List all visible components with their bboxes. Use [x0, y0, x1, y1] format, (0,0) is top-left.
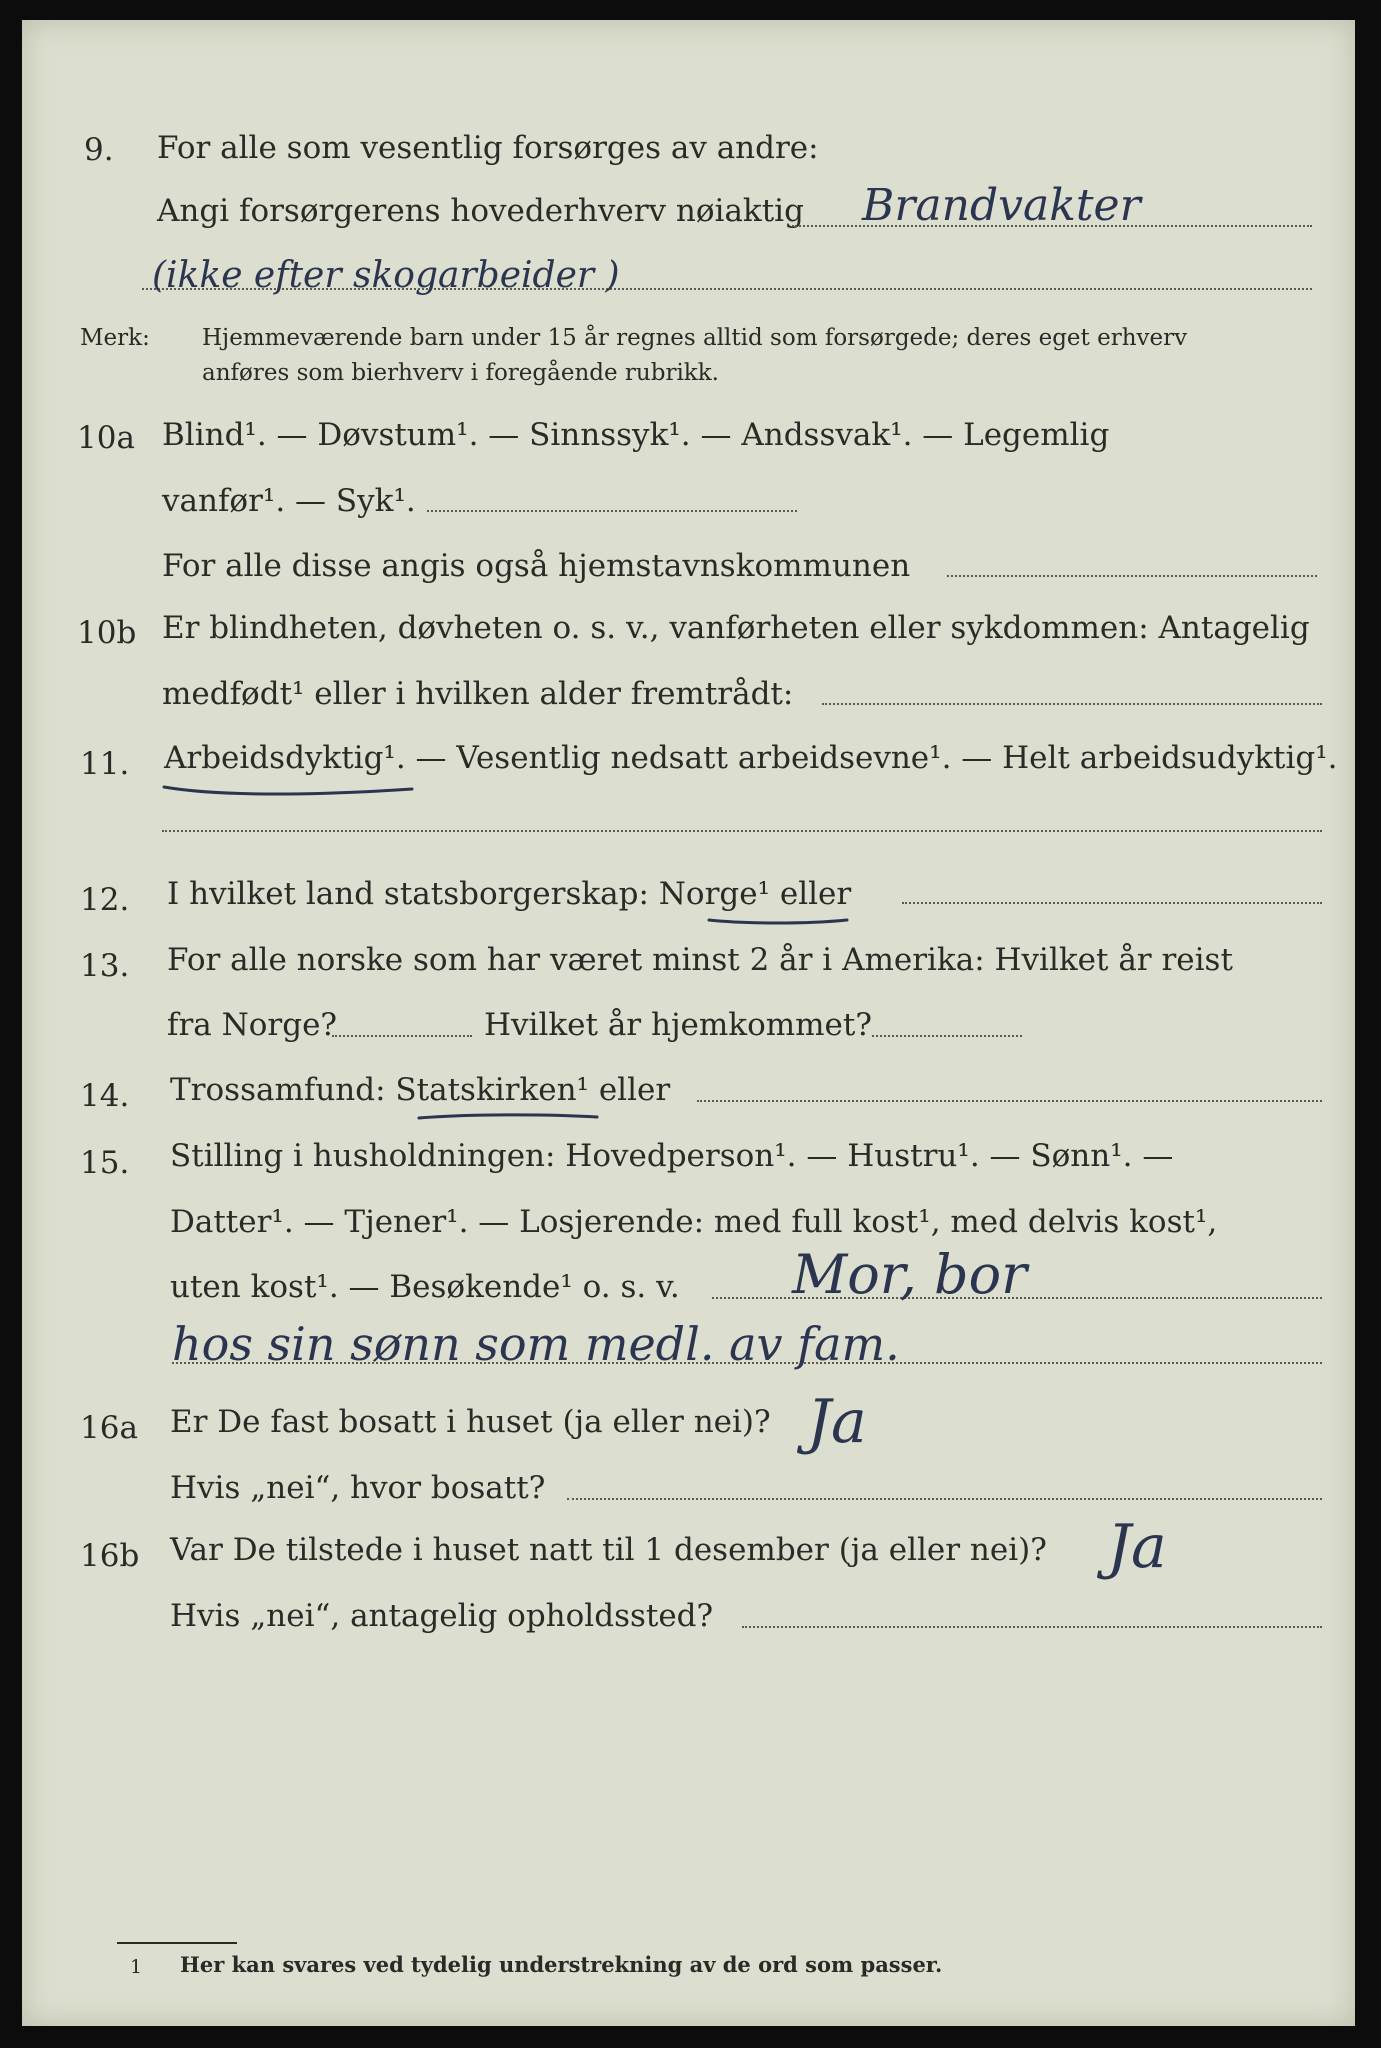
question-16b-number: 16b — [80, 1538, 140, 1574]
question-11-number: 11. — [80, 746, 130, 782]
merk-label: Merk: — [80, 325, 150, 351]
question-10a-line1: Blind¹. — Døvstum¹. — Sinnssyk¹. — Andssvak¹. — Legemlig — [162, 417, 1110, 453]
answer-line — [822, 703, 1322, 705]
svg-text:Ja: Ja — [807, 1387, 867, 1457]
question-15-line1: Stilling i husholdningen: Hovedperson¹. — Hustru¹. — Sønn¹. — — [170, 1138, 1174, 1174]
question-11-text: Arbeidsdyktig¹. — Vesentlig nedsatt arbeidsevne¹. — Helt arbeidsudyktig¹. — [164, 740, 1338, 776]
question-10b-number: 10b — [77, 615, 137, 651]
handwritten-answer-15a — [792, 1235, 1292, 1315]
answer-line — [947, 575, 1317, 577]
question-12-text: I hvilket land statsborgerskap: Norge¹ eller — [167, 876, 852, 912]
answer-line — [902, 902, 1322, 904]
answer-line — [427, 510, 797, 512]
footnote-rule — [117, 1942, 237, 1944]
question-14-number: 14. — [80, 1078, 130, 1114]
question-12-number: 12. — [80, 882, 130, 918]
question-10b-line2: medfødt¹ eller i hvilken alder fremtrådt: — [162, 676, 794, 712]
question-9-number: 9. — [84, 132, 114, 168]
question-13-line1: For alle norske som har været minst 2 år i Amerika: Hvilket år reist — [167, 942, 1233, 978]
answer-line — [697, 1100, 1322, 1102]
svg-text:hos sin sønn som medl. av fam.: hos sin sønn som medl. av fam. — [172, 1317, 900, 1371]
underline-mark — [162, 775, 422, 805]
question-13-number: 13. — [80, 948, 130, 984]
answer-line — [742, 1626, 1322, 1628]
svg-text:Ja: Ja — [1107, 1512, 1167, 1582]
handwritten-answer-9b — [152, 245, 912, 305]
question-16b-line2: Hvis „nei“, antagelig opholdssted? — [170, 1598, 714, 1634]
question-14-text: Trossamfund: Statskirken¹ eller — [170, 1072, 671, 1108]
question-13-line2b: Hvilket år hjemkommet? — [484, 1007, 872, 1043]
question-9-text: For alle som vesentlig forsørges av andre: — [157, 130, 819, 166]
question-13-line2a: fra Norge? — [167, 1007, 338, 1043]
answer-line — [872, 1035, 1022, 1037]
underline-mark — [707, 912, 857, 932]
merk-line2: anføres som bierhverv i foregående rubrikk. — [202, 360, 719, 386]
answer-line — [162, 830, 1322, 832]
question-16a-line1: Er De fast bosatt i huset (ja eller nei)? — [170, 1404, 771, 1440]
handwritten-answer-16a — [807, 1370, 967, 1500]
question-15-line2: Datter¹. — Tjener¹. — Losjerende: med full kost¹, med delvis kost¹, — [170, 1204, 1218, 1240]
question-16a-line2: Hvis „nei“, hvor bosatt? — [170, 1470, 546, 1506]
census-form-page — [22, 20, 1355, 2026]
question-15-line3: uten kost¹. — Besøkende¹ o. s. v. — [170, 1269, 680, 1305]
footnote-mark: 1 — [130, 1956, 143, 1978]
question-10b-line1: Er blindheten, døvheten o. s. v., vanførheten eller sykdommen: Antagelig — [162, 610, 1310, 646]
handwritten-answer-15b — [172, 1305, 1322, 1385]
svg-text:Brandvakter: Brandvakter — [862, 180, 1141, 231]
question-10a-line3: For alle disse angis også hjemstavnskommunen — [162, 548, 911, 584]
merk-line1: Hjemmeværende barn under 15 år regnes alltid som forsørgede; deres eget erhverv — [202, 325, 1188, 351]
underline-mark — [417, 1108, 607, 1128]
question-9-line2: Angi forsørgerens hovederhverv nøiaktig — [157, 193, 804, 229]
svg-text:(ikke efter skogarbeider ): (ikke efter skogarbeider ) — [152, 255, 620, 296]
footnote-text: Her kan svares ved tydelig understrekning av de ord som passer. — [180, 1952, 943, 1977]
question-16a-number: 16a — [80, 1410, 138, 1446]
question-10a-line2: vanfør¹. — Syk¹. — [162, 483, 416, 519]
question-10a-number: 10a — [77, 420, 135, 456]
handwritten-answer-16b — [1107, 1495, 1287, 1625]
handwritten-answer-9a — [862, 170, 1322, 240]
question-16b-line1: Var De tilstede i huset natt til 1 desember (ja eller nei)? — [170, 1532, 1047, 1568]
question-15-number: 15. — [80, 1145, 130, 1181]
svg-text:Mor, bor: Mor, bor — [792, 1243, 1027, 1306]
answer-line — [332, 1035, 472, 1037]
